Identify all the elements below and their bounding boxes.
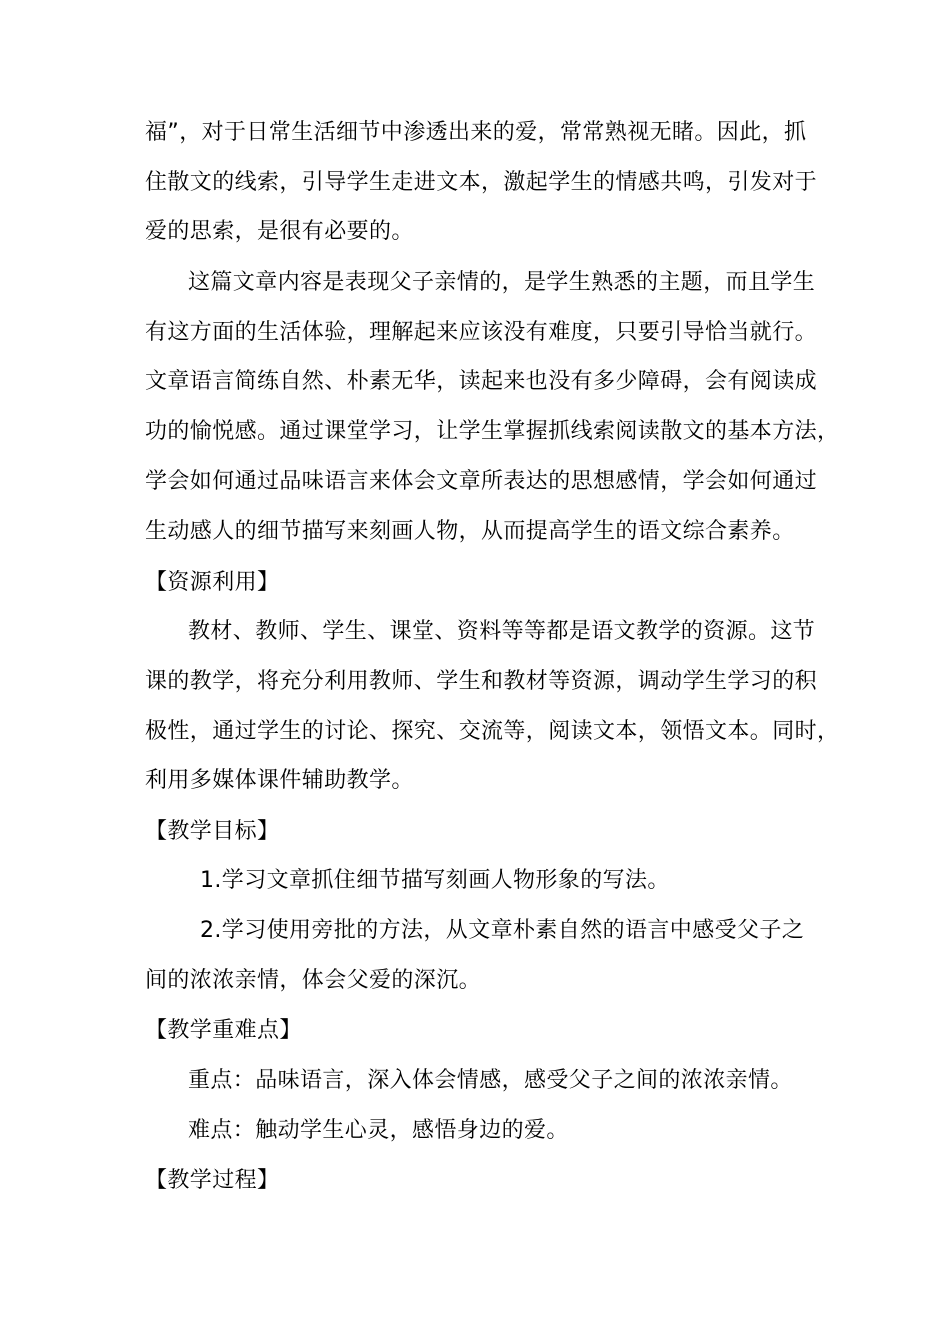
paragraph-line: 有这方面的生活体验，理解起来应该没有难度，只要引导恰当就行。 xyxy=(145,320,818,345)
paragraph-line: 利用多媒体课件辅助教学。 xyxy=(145,768,414,793)
paragraph-line: 学会如何通过品味语言来体会文章所表达的思想感情，学会如何通过 xyxy=(145,469,818,494)
paragraph-line: 福”，对于日常生活细节中渗透出来的爱，常常熟视无睹。因此，抓 xyxy=(145,120,807,145)
difficulty-line: 难点：触动学生心灵，感悟身边的爱。 xyxy=(188,1118,569,1143)
paragraph-line: 功的愉悦感。通过课堂学习，让学生掌握抓线索阅读散文的基本方法， xyxy=(145,419,840,444)
section-heading-process: 【教学过程】 xyxy=(145,1168,280,1193)
paragraph-line: 极性，通过学生的讨论、探究、交流等，阅读文本，领悟文本。同时， xyxy=(145,719,840,744)
paragraph-line: 教材、教师、学生、课堂、资料等等都是语文教学的资源。这节 xyxy=(188,619,816,644)
paragraph-line: 间的浓浓亲情，体会父爱的深沉。 xyxy=(145,968,482,993)
section-heading-goals: 【教学目标】 xyxy=(145,819,280,844)
paragraph-line: 文章语言简练自然、朴素无华，读起来也没有多少障碍，会有阅读成 xyxy=(145,369,818,394)
paragraph-line: 这篇文章内容是表现父子亲情的，是学生熟悉的主题，而且学生 xyxy=(188,270,816,295)
goal-item-1: 1.学习文章抓住细节描写刻画人物形象的写法。 xyxy=(200,868,670,893)
section-heading-key-points: 【教学重难点】 xyxy=(145,1018,302,1043)
paragraph-line: 爱的思索，是很有必要的。 xyxy=(145,219,414,244)
section-heading-resources: 【资源利用】 xyxy=(145,570,280,595)
key-point-line: 重点：品味语言，深入体会情感，感受父子之间的浓浓亲情。 xyxy=(188,1068,793,1093)
paragraph-line: 课的教学，将充分利用教师、学生和教材等资源，调动学生学习的积 xyxy=(145,669,818,694)
goal-item-2: 2.学习使用旁批的方法，从文章朴素自然的语言中感受父子之 xyxy=(200,918,805,943)
paragraph-line: 生动感人的细节描写来刻画人物，从而提高学生的语文综合素养。 xyxy=(145,519,795,544)
paragraph-line: 住散文的线索，引导学生走进文本，激起学生的情感共鸣，引发对于 xyxy=(145,170,818,195)
